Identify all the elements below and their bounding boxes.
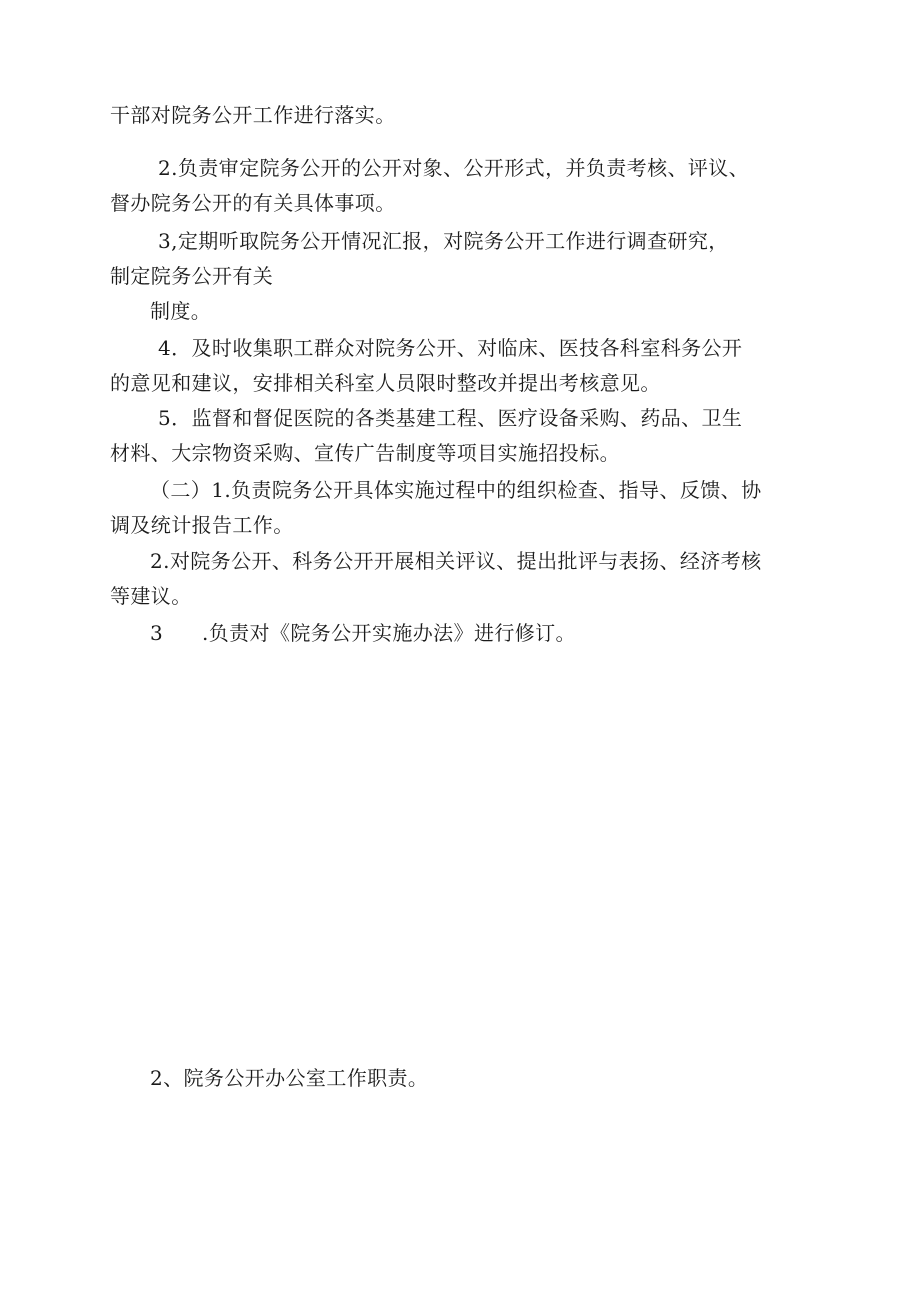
paragraph-line: 制定院务公开有关 (110, 264, 274, 288)
section-heading: 2、院务公开办公室工作职责。 (150, 1066, 429, 1090)
paragraph-line: 材料、大宗物资采购、宣传广告制度等项目实施招投标。 (110, 441, 620, 465)
paragraph-line: 4．及时收集职工群众对院务公开、对临床、医技各科室科务公开 (158, 336, 743, 360)
paragraph-line: 干部对院务公开工作进行落实。 (110, 103, 396, 127)
paragraph-line: （二）1.负责院务公开具体实施过程中的组织检查、指导、反馈、协 (150, 478, 762, 502)
paragraph-line: 的意见和建议，安排相关科室人员限时整改并提出考核意见。 (110, 371, 661, 395)
paragraph-line: 调及统计报告工作。 (110, 513, 294, 537)
paragraph-line: 5．监督和督促医院的各类基建工程、医疗设备采购、药品、卫生 (158, 406, 743, 430)
paragraph-line: 3,定期听取院务公开情况汇报，对院务公开工作进行调查研究， (158, 229, 729, 253)
paragraph-line: .负责对《院务公开实施办法》进行修订。 (202, 621, 576, 645)
paragraph-line: 等建议。 (110, 584, 192, 608)
paragraph-line: 2.负责审定院务公开的公开对象、公开形式，并负责考核、评议、 (158, 156, 750, 180)
list-number: 3 (150, 621, 164, 645)
paragraph-line: 制度。 (150, 299, 212, 323)
paragraph-line: 2.对院务公开、科务公开开展相关评议、提出批评与表扬、经济考核 (150, 549, 762, 573)
paragraph-line: 督办院务公开的有关具体事项。 (110, 191, 396, 215)
